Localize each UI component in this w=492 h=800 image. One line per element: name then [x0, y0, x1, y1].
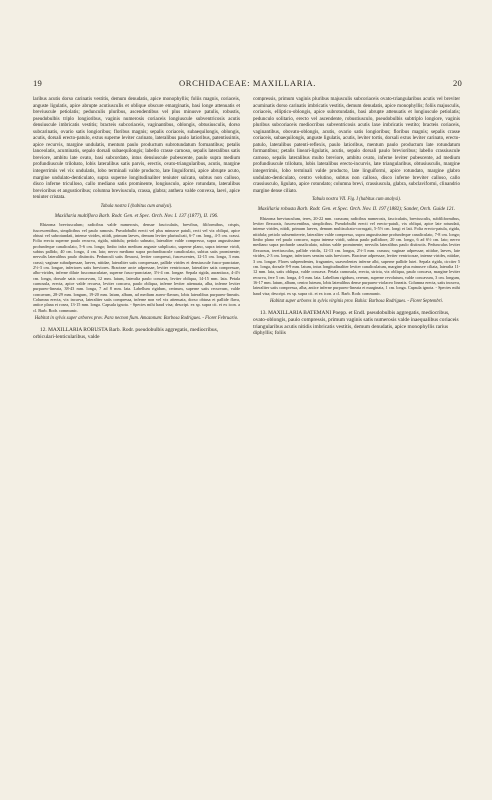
right-column [253, 96, 460, 776]
running-title: ORCHIDACEAE: MAXILLARIA. [178, 78, 317, 88]
species-heading-13: 13. MAXILLARIA BATEMANI Poepp. et Endl. pseudobulbis aggregatis, mediocribus, ovato-oblongis, paulo compressis, primum vaginis satis numerosis valde inaequalibus coriaceis triangularibus acutis nitidis imbricatis vestitis, demum denudatis, apice monophyllis rarius diphyllis; foliis [253, 309, 459, 337]
right-description: compressis, primum vaginis pluribus majusculis subcoriaceis ovato-triangularibus acutis vel breviter acuminatis dorso carinatis imbricatis vestitis, demum denudatis, apice monophyllis; foliis majusculis, coriaceis, elliptico-oblongis, apice subrotundatis, basi abrupte attenuatis et longiuscule petiolatis; pedunculo solitario, erecto vel ascendente, robustiusculo, pseudobulbis subtriplo longiore, vaginis pluribus subcoriaceis mediocribus subventricosis acutis laxe imbricatis vestito; bracteis coriaceis, vaginantibus, obovato-oblongis, acutis, ovario satis longioribus; floribus magnis; sepalis crasse coriaceis, subaequilongis, anguste ligulatis, acutis, leviter tortis, dorsali extus leviter carinato, erecto-patulo, lateralibus patenti-reflexis, paulo latioribus, mentum paulo productum late rotundatum formantibus; petalis lineari-ligulatis, acutis, sepalo dorsali paulo brevioribus; labello crassiuscule carnoso, sepalis lateralibus multo breviore, ambitu ovato, inferne leviter pubescente, ad medium profundiuscule trilobato, lobis lateralibus erecto-incurvis, late triangularibus, obtusiusculis, margine integerrimis, lobo terminali valde producto, late linguiformi, apice rotundato, margine glabro undulato-denticulato, centro velutino, subtus non calloso, disco inferne breviter calloso, callo crassiusculo, ligulato, apice rotundato; columna brevi, crassiuscula, glabra, subclaviformi, clinandrio margine dense ciliato. [253, 96, 460, 194]
page-number-right: 20 [453, 78, 462, 88]
page-header [33, 78, 462, 92]
left-habitat: Habitat in sylvis super arbores prov. Para necnon fium. Amazonum: Barbosa Rodrigues. - Floret Februario. [34, 316, 239, 322]
right-citation: Maxillaria robusta Barb. Rodr. Gen. et Spec. Orch. Nov. II. 197 (1882); Sander, Orch. Guide 121. [257, 206, 456, 213]
left-description: laribus acutis dorso carinatis vestitis, demum denudatis, apice monophyllis; foliis magnis, coriaceis, anguste ligulatis, apice abrupte acutiuscuIis et oblique obscure emarginatis, basi longe attenuatis et breviuscule petiolatis; pedunculis pluribus, ascendentibus vel plus minusve patulis, robustis, pseudobulbis triplo longioribus, vaginis numerosis coriaceis longiuscule subventricosis acutis densiuscule imbricatis vestitis; bracteis subcoriaceis, vaginantibus, oblongis, obtusiusculis, dorso subcarinatis, ovario satis longioribus; floribus magnis; sepalis coriaceis, subaequilongis, oblongis, acutis, dorsali erecto-patulo, extus superne leviter carinato, lateralibus paulo latioribus, patentissimis, apice recurvis, margine undulatis, mentum paulo productum subrotundatum formantibus; petalis lanceolatis, acuminatis, sepalo dorsali subaequilongis; labello crasse carnoso, sepalis lateralibus satis breviore, ambitu late ovato, basi subcordato, intus densiuscule pubescente, paulo supra medium profundiuscule trilobato, lobis lateralibus satis parvis, erectis, ovato-triangularibus, acutis, margine integerrimis vel vix undulatis, lobo terminali valde producto, late linguiformi, apice abrupte acuto, margine undulato-denticulato, supra superne longitudinaliter teniuter sulcato, subtus non calloso, disco inferne triculloso, callo mediano satis prominente, longiusculo, apice rotundato, lateralibus brevioribus et angustioribus; columna breviuscula, crassa, glabra; anthera valde convexa, laevi, apice teniuter cristata. [33, 96, 240, 201]
right-plate-note: Tabula nostra VII. Fig. I (habitus cum analysi). [312, 197, 401, 203]
left-column [33, 96, 240, 776]
page-number-left: 19 [33, 78, 42, 88]
left-citation: Maxillaria multiflora Barb. Rodr. Gen. et Spec. Orch. Nov. I. 137 (1877), II. 196. [54, 212, 219, 219]
left-detail-description: Rhizoma breviusculum; radicibus valde numerosis, densae fasciculatis, brevibus, filiformibus, crispis, fuscescentibus, simplicibus vel paulo ramosis. Pseudobulbi erecti vel plus minusve patuli, recti vel vix obliqui, apice obtusi vel subrotundati, intense virides, nitidi, primum laeves, demum leviter plurisulcati, 6-7 cm. long., 4-5 cm. crassi. Folia erecta superne paulo recurva, rigida, nitidula; petiolo subnato, lateraliter valde compresso, supra angustissime profundeque canaliculato, 5-6 cm. longo; limbo infra medium anguste subplicato, superne plano, supra intense viridi, subtus pallido, 40 cm. longo, 4 cm. lato; nervo mediano supra profundiuscule canaliculato, subtus satis prominente; nervulis lateralibus paulo distinctis. Pedunculi satis flexuosi, leviter compressi, fuscescentes, 12-15 cm. longa, 3 mm. crassi; vaginae subadpressae, laeves, nitidae, lateraliter satis compressae, pallide virides et densiuscule fusco-punctatae, 2½-3 cm. longae, inferiores satis breviores. Bracteae arcte adpressae, leviter ventricosae, lateraliter satis compressae, albo-virides, inferne dilute fuscomaculatae, superne fusco-punctatae, 3½-4 cm. longae. Sepala rigida, aurantiaca, 4-4½ cm. longa, dorsale satis concavum, 12 mm. latum, lateralia paulo concava, leviter obliqua, 14-15 mm. lata. Petala carnosula, erecta, apice valde recurva, leviter concava, paulo obliqua, inferne leviter attenuata, alba, inferne leviter purpureo-lineata, 38-43 mm. longa, 7 ad 8 mm. lata. Labellum rigidum, cerinum, superne satis recurvum, valde concavum, 28-29 mm. longum, 19-20 mm. latum, album, ad medium aureo-flavum, lobis lateralibus purpureo-lineatis. Columna erecta, vix incurva, lateraliter satis compressa, inferne non vel vix attenuata, dorso obtusa et pallide flava, antice plana et rosea, 13-15 mm. longa. Capsula ignota. - Species mihi haud visa; descript. ex sp. supra cit. et ex icon. a cl. Barb. Rodr. communic. [33, 222, 240, 313]
right-detail-description: Rhizoma breviusculum, teres, 20-22 mm. crassum; radicibus numerosis, fasciculatis, breviusculis, subfiliformibus, leviter flexuosis, fuscescentibus, simplicibus. Pseudobulbi erecti vel erecto-patuli, vix obliqui, apice late rotundati, intense virides, nitidi, primum laeves, demum multisulcato-corrugati, 5-5½ cm. longi et lati. Folia erecto-patula, rigida, nitidula; petiolo subsemiterete, lateraliter valde compresso, supra angustissime profundeque canaliculato, 7-8 cm. longo; limbo plano vel paulo concavo, supra intense viridi, subtus paulo pallidiore, 20 cm. longo, 6 ad 6½ cm. lato; nervo mediano supra profunde canaliculato, subtus valde prominente; nervulis lateralibus paulo distinctis. Pedunculus leviter flexuosus, teretiusculus, pallide viridis, 12-13 cm. longus, 2½-3 mm. crassus; vaginae adpressae, nitidae, laeves, late virides, 2-3 cm. longae, inferiores sensim satis breviores. Bracteae adpressae, leviter ventricosae, intense virides, nitidae, 3 cm. longae. Flores subpendentes, fragrantes, suaveolentes inferne albi, superne pallide lutei. Sepala rigida, circiter 5 cm. longa, dorsale 8-9 mm. latum, intus longitudinaliter leviter canaliculatum, margine plus minusve ciliata, lateralia 11-12 mm. lata, satis obliqua, valde concava. Petala carnosula, erecta, stricta, vix obliqua, paulo concava, margine leviter recurva, fere 5 cm. longa, 4-5 mm. lata. Labellum rigidum, cereum, superne revolutum, valde concavum, 3 cm. longum, 16-17 mm. latum, album, centro luteum, lobis lateralibus dense purpureo-violaceo lineatis. Columna erecta, satis incurva, lateraliter satis compressa, alba, antice inferne purpureo-lineata et marginata, 1 cm. longa. Capsula ignota. - Species mihi haud visa; descript. ex sp. supra cit. et ex icon. a cl. Barb. Rodr. communic. [253, 215, 460, 296]
left-plate-note: Tabula nostra I (habitus cum analysi). [100, 203, 173, 209]
species-heading-12: 12. MAXILLARIA ROBUSTA Barb. Rodr. pseudobulbis aggregatis, mediocribus, orbiculari-lenticularibus, valde [33, 327, 219, 340]
right-habitat: Habitat super arbores in sylvis virginis prov. Bahia: Barbosa Rodrigues. - Floret Septembri. [269, 298, 444, 304]
